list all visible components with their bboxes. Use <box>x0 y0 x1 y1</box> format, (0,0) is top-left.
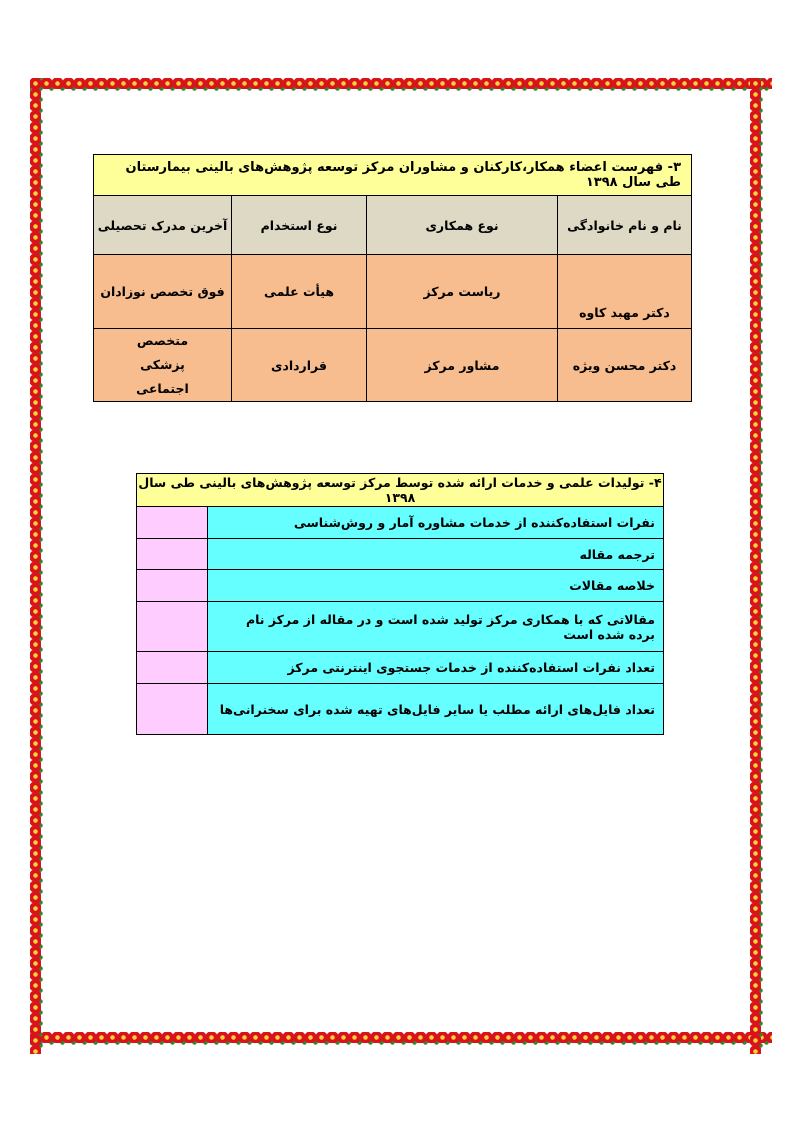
table-row <box>94 255 692 329</box>
item-label: نفرات استفاده‌کننده از خدمات مشاوره آمار و روش‌شناسی <box>208 507 664 539</box>
cell-employment-type: قراردادی <box>232 329 367 402</box>
table-row <box>137 570 664 602</box>
cell-employment-type: هیأت علمی <box>232 255 367 329</box>
cell-name: دکتر محسن ویژه <box>558 329 692 402</box>
staff-table-header-row <box>94 196 692 255</box>
header-name: نام و نام خانوادگی <box>558 196 692 255</box>
cell-name: دکتر مهبد کاوه <box>558 255 692 329</box>
staff-table-title: ۳- فهرست اعضاء همکار،کارکنان و مشاوران مرکز توسعه پژوهش‌های بالینی بیمارستان طی سال ۱۳۹۸ <box>94 155 692 196</box>
header-employment-type: نوع استخدام <box>232 196 367 255</box>
table-row <box>137 684 664 735</box>
cell-cooperation-type: مشاور مرکز <box>367 329 558 402</box>
table-row <box>137 539 664 570</box>
cell-cooperation-type: ریاست مرکز <box>367 255 558 329</box>
item-value <box>137 652 208 684</box>
cell-degree: فوق تخصص نوزادان <box>94 255 232 329</box>
services-table <box>136 473 664 735</box>
cell-degree: متخصص پزشکی اجتماعی <box>94 329 232 402</box>
item-value <box>137 570 208 602</box>
decorative-border-right <box>750 78 772 1054</box>
table-row <box>137 507 664 539</box>
table-row <box>137 602 664 652</box>
item-label: مقالاتی که با همکاری مرکز تولید شده است و در مقاله از مرکز نام برده شده است <box>208 602 664 652</box>
services-table-title: ۴- تولیدات علمی و خدمات ارائه شده توسط مرکز توسعه پژوهش‌های بالینی طی سال ۱۳۹۸ <box>138 475 662 505</box>
header-cooperation-type: نوع همکاری <box>367 196 558 255</box>
item-label: تعداد نفرات استفاده‌کننده از خدمات جستجوی اینترنتی مرکز <box>208 652 664 684</box>
decorative-border-top <box>30 78 772 100</box>
decorative-border-left <box>30 78 52 1054</box>
item-label: تعداد فایل‌های ارائه مطلب یا سایر فایل‌های تهیه شده برای سخنرانی‌ها <box>208 684 664 735</box>
staff-table <box>93 154 692 402</box>
decorative-border-bottom <box>30 1032 772 1054</box>
item-label: ترجمه مقاله <box>208 539 664 570</box>
header-degree: آخرین مدرک تحصیلی <box>94 196 232 255</box>
item-value <box>137 507 208 539</box>
item-value <box>137 539 208 570</box>
table-row <box>94 329 692 402</box>
item-label: خلاصه مقالات <box>208 570 664 602</box>
item-value <box>137 684 208 735</box>
item-value <box>137 602 208 652</box>
table-row <box>137 652 664 684</box>
